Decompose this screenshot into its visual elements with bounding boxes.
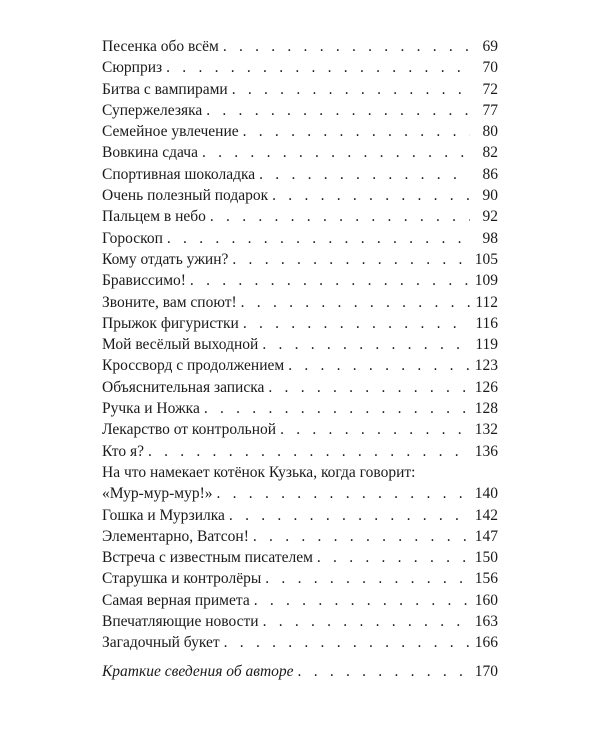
dot-leader bbox=[272, 185, 470, 206]
toc-entry-page: 90 bbox=[482, 187, 498, 205]
toc-entry[interactable] bbox=[102, 270, 498, 291]
toc-entry-page: 140 bbox=[474, 485, 498, 503]
toc-entry-page: 98 bbox=[482, 229, 498, 247]
toc-entry[interactable] bbox=[102, 334, 498, 355]
toc-entry[interactable] bbox=[102, 185, 498, 206]
toc-entry-page: 142 bbox=[474, 506, 498, 524]
toc-entry[interactable] bbox=[102, 100, 498, 121]
dot-leader bbox=[167, 228, 470, 249]
dot-leader bbox=[243, 121, 470, 142]
toc-entry-title: Супержелезяка bbox=[102, 101, 203, 119]
toc-entry[interactable] bbox=[102, 632, 498, 653]
dot-leader bbox=[206, 100, 470, 121]
toc-entry-page: 105 bbox=[474, 250, 498, 268]
toc-entry[interactable] bbox=[102, 377, 498, 398]
toc-entry-page: 70 bbox=[482, 59, 498, 77]
toc-entry-title: Самая верная примета bbox=[102, 591, 250, 609]
toc-entry-title: Звоните, вам споют! bbox=[102, 293, 237, 311]
toc-entry-author-info[interactable] bbox=[102, 661, 498, 682]
toc-entry[interactable] bbox=[102, 568, 498, 589]
toc-entry-title: Очень полезный подарок bbox=[102, 187, 269, 205]
dot-leader bbox=[210, 206, 470, 227]
toc-entry-page: 86 bbox=[482, 165, 498, 183]
toc-entry-page: 126 bbox=[474, 378, 498, 396]
toc-entry-page: 132 bbox=[474, 421, 498, 439]
toc-entry-title: Лекарство от контрольной bbox=[102, 421, 277, 439]
toc-entry-title: Ручка и Ножка bbox=[102, 400, 200, 418]
toc-entry-title: Вовкина сдача bbox=[102, 144, 198, 162]
toc-entry-title: Пальцем в небо bbox=[102, 208, 206, 226]
dot-leader bbox=[190, 270, 470, 291]
toc-entry-page: 112 bbox=[475, 293, 498, 311]
toc-entry-page: 72 bbox=[482, 80, 498, 98]
toc-entries-group-after bbox=[102, 505, 498, 654]
toc-entry[interactable] bbox=[102, 355, 498, 376]
toc-entry[interactable] bbox=[102, 441, 498, 462]
dot-leader bbox=[223, 36, 470, 57]
table-of-contents bbox=[102, 36, 498, 682]
toc-entry[interactable] bbox=[102, 249, 498, 270]
toc-entry-title-line2: «Мур-мур-мур!» bbox=[102, 485, 213, 503]
toc-entry[interactable] bbox=[102, 526, 498, 547]
dot-leader bbox=[229, 505, 470, 526]
toc-entry[interactable] bbox=[102, 419, 498, 440]
toc-entry[interactable] bbox=[102, 292, 498, 313]
dot-leader bbox=[232, 249, 470, 270]
toc-entry-title: Впечатляющие новости bbox=[102, 613, 259, 631]
dot-leader bbox=[241, 292, 470, 313]
dot-leader bbox=[268, 377, 470, 398]
dot-leader bbox=[253, 526, 470, 547]
toc-entry-page: 77 bbox=[482, 101, 498, 119]
dot-leader bbox=[262, 334, 470, 355]
toc-entry-title: Загадочный букет bbox=[102, 634, 220, 652]
toc-entry-page: 156 bbox=[474, 570, 498, 588]
toc-entry-title: Песенка обо всём bbox=[102, 38, 219, 55]
toc-entry-page: 92 bbox=[482, 208, 498, 226]
toc-entry-title: Кто я? bbox=[102, 442, 144, 460]
toc-entry[interactable] bbox=[102, 79, 498, 100]
toc-entry-title: Кроссворд с продолжением bbox=[102, 357, 285, 375]
dot-leader bbox=[259, 164, 470, 185]
dot-leader bbox=[204, 398, 470, 419]
dot-leader bbox=[217, 483, 471, 504]
toc-entry[interactable] bbox=[102, 36, 498, 57]
toc-entry-title-line1: На что намекает котёнок Кузька, когда говорит: bbox=[102, 463, 416, 481]
dot-leader bbox=[265, 568, 470, 589]
toc-entry-title: Гороскоп bbox=[102, 229, 163, 247]
toc-entry-title: Мой весёлый выходной bbox=[102, 336, 259, 354]
toc-entry-title: Элементарно, Ватсон! bbox=[102, 527, 249, 545]
toc-entry[interactable] bbox=[102, 121, 498, 142]
toc-entries-group bbox=[102, 36, 498, 462]
toc-entry-page: 109 bbox=[474, 272, 498, 290]
toc-entry[interactable] bbox=[102, 164, 498, 185]
dot-leader bbox=[288, 355, 470, 376]
dot-leader bbox=[298, 661, 470, 682]
toc-entry-page: 119 bbox=[475, 336, 498, 354]
toc-entry-page: 170 bbox=[474, 662, 498, 680]
toc-entry[interactable] bbox=[102, 611, 498, 632]
toc-entry-page: 128 bbox=[474, 400, 498, 418]
toc-entry-title: Старушка и контролёры bbox=[102, 570, 262, 588]
toc-entry[interactable] bbox=[102, 398, 498, 419]
toc-entry-page: 166 bbox=[474, 634, 498, 652]
toc-entry-long[interactable] bbox=[102, 462, 498, 505]
toc-entry-page: 123 bbox=[474, 357, 498, 375]
toc-entry[interactable] bbox=[102, 547, 498, 568]
dot-leader bbox=[263, 611, 470, 632]
dot-leader bbox=[166, 57, 470, 78]
dot-leader bbox=[280, 419, 470, 440]
toc-entry-page: 116 bbox=[475, 314, 498, 332]
toc-entry-title: Встреча с известным писателем bbox=[102, 549, 313, 567]
toc-entry-page: 163 bbox=[474, 613, 498, 631]
toc-entry[interactable] bbox=[102, 313, 498, 334]
toc-entry[interactable] bbox=[102, 142, 498, 163]
toc-entry[interactable] bbox=[102, 228, 498, 249]
toc-entry[interactable] bbox=[102, 57, 498, 78]
dot-leader bbox=[317, 547, 470, 568]
toc-entry-page: 136 bbox=[474, 442, 498, 460]
toc-entry-title: Краткие сведения об авторе bbox=[102, 662, 294, 680]
toc-entry-page: 80 bbox=[482, 123, 498, 141]
dot-leader bbox=[254, 590, 470, 611]
toc-entry-title: Гошка и Мурзилка bbox=[102, 506, 225, 524]
toc-entry-title: Кому отдать ужин? bbox=[102, 250, 229, 268]
toc-entry-title: Объяснительная записка bbox=[102, 378, 265, 396]
toc-entry[interactable] bbox=[102, 505, 498, 526]
toc-entry-title: Прыжок фигуристки bbox=[102, 314, 239, 332]
toc-entry-page: 69 bbox=[482, 38, 498, 55]
toc-entry[interactable] bbox=[102, 590, 498, 611]
toc-entry-page: 147 bbox=[474, 527, 498, 545]
toc-entry-page: 160 bbox=[474, 591, 498, 609]
toc-entry-page: 150 bbox=[474, 549, 498, 567]
dot-leader bbox=[148, 441, 470, 462]
toc-entry-title: Спортивная шоколадка bbox=[102, 165, 256, 183]
dot-leader bbox=[243, 313, 470, 334]
dot-leader bbox=[202, 142, 470, 163]
dot-leader bbox=[232, 79, 470, 100]
toc-entry[interactable] bbox=[102, 206, 498, 227]
dot-leader bbox=[224, 632, 470, 653]
toc-entry-title: Брависсимо! bbox=[102, 272, 186, 290]
toc-entry-title: Битва с вампирами bbox=[102, 80, 228, 98]
toc-entry-page: 82 bbox=[482, 144, 498, 162]
toc-entry-title: Семейное увлечение bbox=[102, 123, 239, 141]
toc-entry-title: Сюрприз bbox=[102, 59, 163, 77]
